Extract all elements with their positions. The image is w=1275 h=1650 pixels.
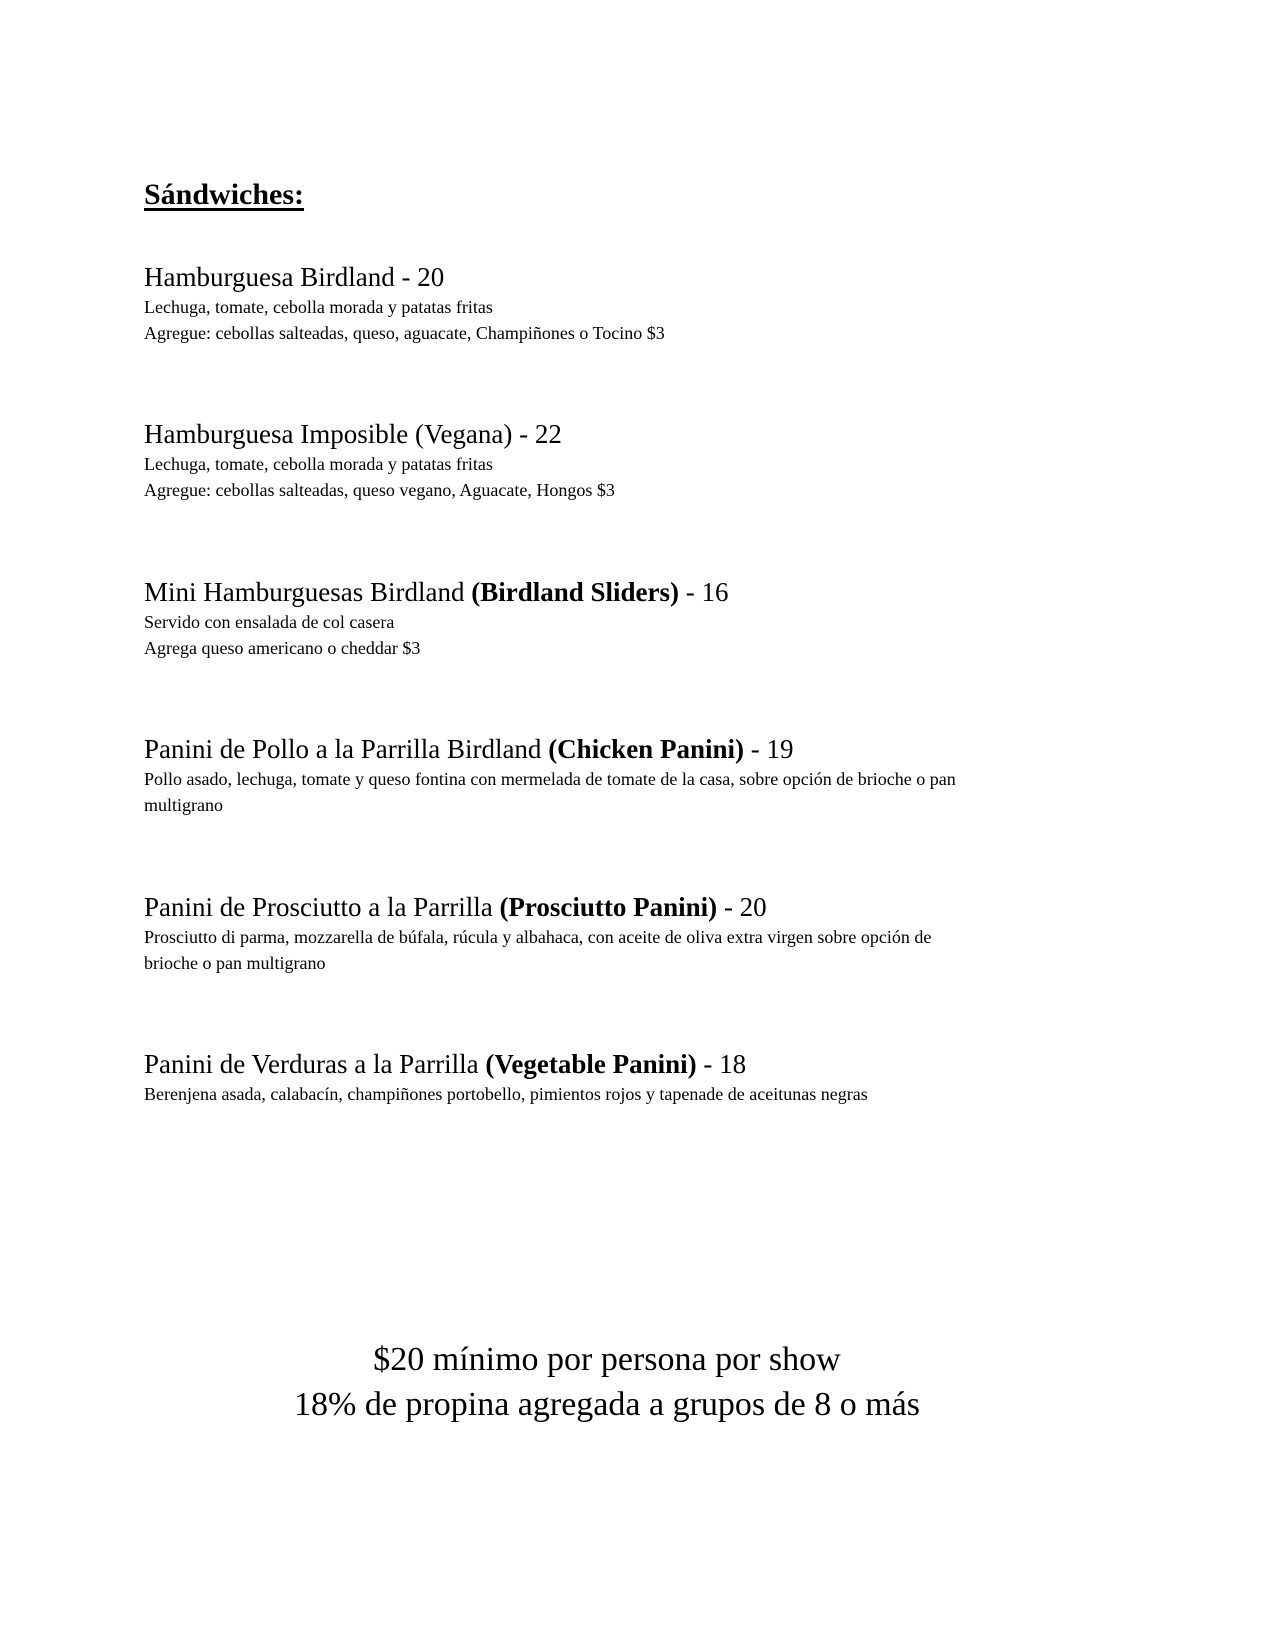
menu-item-title <box>144 260 1134 294</box>
menu-item-description-line: Agrega queso americano o cheddar $3 <box>144 638 421 658</box>
menu-item-description-line: Agregue: cebollas salteadas, queso vegano, Aguacate, Hongos $3 <box>144 480 615 500</box>
menu-item-price: - 19 <box>743 734 794 764</box>
menu-item <box>144 260 1134 346</box>
menu-item-description-line: Berenjena asada, calabacín, champiñones portobello, pimientos rojos y tapenade de aceitunas negras <box>144 1084 868 1104</box>
menu-item-price: - 20 <box>401 262 445 292</box>
menu-item-price: - 22 <box>519 419 562 449</box>
menu-item-title <box>144 890 1134 924</box>
minimum-notice <box>0 1337 1214 1427</box>
menu-item-name: Hamburguesa Imposible (Vegana) <box>144 419 513 449</box>
menu-item-description-line: Pollo asado, lechuga, tomate y queso fontina con mermelada de tomate de la casa, sobre opción de brioche o pan <box>144 769 956 789</box>
menu-item-name: Mini Hamburguesas Birdland <box>144 577 465 607</box>
menu-item-title <box>144 575 1134 609</box>
gratuity-line: 18% de propina agregada a grupos de 8 o más <box>294 1386 920 1423</box>
menu-item <box>144 575 1134 661</box>
menu-item-description-line: Prosciutto di parma, mozzarella de búfala, rúcula y albahaca, con aceite de oliva extra virgen sobre opción de <box>144 927 932 947</box>
menu-item <box>144 890 1134 976</box>
menu-item <box>144 417 1134 503</box>
menu-item-name-bold: (Vegetable Panini) <box>485 1049 697 1079</box>
menu-item-name: Panini de Verduras a la Parrilla <box>144 1049 479 1079</box>
menu-item-title <box>144 417 1134 451</box>
menu-item-description-line: Agregue: cebollas salteadas, queso, aguacate, Champiñones o Tocino $3 <box>144 323 665 343</box>
menu-item-description-line: Servido con ensalada de col casera <box>144 612 395 632</box>
menu-item-price: - 16 <box>679 577 729 607</box>
menu-item-name: Panini de Pollo a la Parrilla Birdland <box>144 734 542 764</box>
menu-item-name: Hamburguesa Birdland <box>144 262 395 292</box>
menu-item-description-line: multigrano <box>144 795 223 815</box>
menu-item-price: - 18 <box>696 1049 747 1079</box>
menu-item-name: Panini de Prosciutto a la Parrilla <box>144 892 493 922</box>
menu-item-name-bold: (Prosciutto Panini) <box>499 892 718 922</box>
menu-item <box>144 1047 1134 1107</box>
menu-item-title <box>144 732 1134 766</box>
minimum-per-person-line: $20 mínimo por persona por show <box>373 1341 841 1378</box>
menu-item <box>144 732 1134 818</box>
section-title: Sándwiches: <box>144 178 305 211</box>
menu-item-description-line: Lechuga, tomate, cebolla morada y patatas fritas <box>144 297 493 317</box>
menu-item-name-bold: (Birdland Sliders) <box>471 577 680 607</box>
menu-item-name-bold: (Chicken Panini) <box>548 734 744 764</box>
menu-item-description-line: Lechuga, tomate, cebolla morada y patatas fritas <box>144 454 493 474</box>
menu-item-description-line: brioche o pan multigrano <box>144 953 326 973</box>
menu-item-title <box>144 1047 1134 1081</box>
menu-item-price: - 20 <box>717 892 767 922</box>
